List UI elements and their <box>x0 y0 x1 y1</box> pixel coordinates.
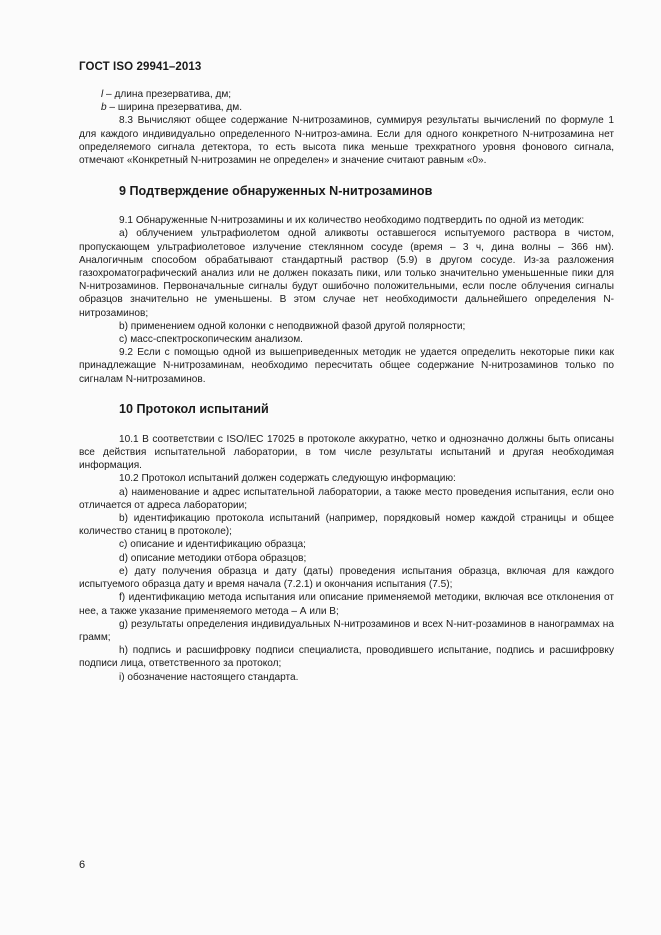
symbol-l: l <box>101 89 104 100</box>
paragraph-10-1: 10.1 В соответствии с ISO/IEC 17025 в протоколе аккуратно, четко и однозначно должны быть описаны все действия испытательной лаборатории, в том числе результаты испытаний и другая необходимая информация. <box>79 433 614 472</box>
item-9-c: c) масс-спектроскопическим анализом. <box>119 334 303 346</box>
list-item-f: f) идентификацию метода испытания или описание применяемой методики, включая все отклонения от нее, а также указание применяемого метода – А или В; <box>79 592 614 617</box>
page-content <box>79 88 614 684</box>
paragraph-9-2: 9.2 Если с помощью одной из вышеприведенных методик не удается определить некоторые пики как принадлежащие N-нитрозаминам, необходимо пересчитать общее содержание N-нитрозаминов только по сигналам N-нитрозаминов. <box>79 347 614 385</box>
section-10-heading: 10 Протокол испытаний <box>119 401 269 416</box>
symbol-b: b <box>101 102 107 114</box>
definition-b-text: – ширина презерватива, дм. <box>106 102 243 114</box>
item-9-a: a) облучением ультрафиолетом одной аликвоты оставшегося испытуемого раствора в чистом, пропускающем ультрафиолетовое излучение стеклянном сосуде (время – 3 ч, дина волны – 366 нм). Аналогичным способом обрабатывают стандартный раствор (5.9) в другом сосуде. Из-за разложения газохроматографический анализ или не должен показать пики, или только значительно уменьшенные пики для N-нитрозаминов. Первоначальные сигналы будут ошибочно положительными, если после облучения сигналы образцов значительно не уменьшены. В этом случае нет необходимости дальнейшего определения N-нитрозаминов; <box>79 228 614 319</box>
list-item-b: b) идентификацию протокола испытаний (например, порядковый номер каждой страницы и общее количество станиц в протоколе); <box>79 513 614 538</box>
paragraph-9-1: 9.1 Обнаруженные N-нитрозамины и их количество необходимо подтвердить по одной из методик: <box>119 215 585 227</box>
page-number: 6 <box>79 859 86 871</box>
list-item-h: h) подпись и расшифровку подписи специалиста, проводившего испытание, подпись и расшифровку подписи лица, ответственного за протокол; <box>79 645 614 670</box>
list-item-i: i) обозначение настоящего стандарта. <box>119 671 299 683</box>
definition-l-text: – длина презерватива, дм; <box>103 89 232 100</box>
list-item-e: e) дату получения образца и дату (даты) проведения испытания образца, включая для каждого испытуемого образца дату и время начала (7.2.1) и окончания испытания (7.5); <box>79 565 614 591</box>
section-9-heading: 9 Подтверждение обнаруженных N-нитрозаминов <box>119 184 433 199</box>
list-item-c: c) описание и идентификацию образца; <box>119 539 306 551</box>
list-item-g: g) результаты определения индивидуальных N-нитрозаминов и всех N-нит-розаминов в нанограммах на грамм; <box>79 618 614 643</box>
paragraph-8-3: 8.3 Вычисляют общее содержание N-нитрозаминов, суммируя результаты вычислений по формуле 1 для каждого индивидуально определенного N-нитроз-амина. Если для одного конкретного N-нитрозамина нет определяемого сигнала детектора, то есть высота пика меньше трехкратного уровня фонового сигнала, отмечают «Конкретный N-нитрозамин не определен» и значение считают равным «0». <box>79 115 614 167</box>
item-9-b: b) применением одной колонки с неподвижной фазой другой полярности; <box>119 320 466 332</box>
list-item-d: d) описание методики отбора образцов; <box>119 552 307 564</box>
definition-l <box>79 88 614 101</box>
list-item-a: a) наименование и адрес испытательной лаборатории, а также место проведения испытания, если оно отличается от адреса лаборатории; <box>79 486 614 511</box>
definition-b <box>79 101 614 114</box>
standard-header: ГОСТ ISO 29941–2013 <box>79 61 202 73</box>
paragraph-10-2: 10.2 Протокол испытаний должен содержать следующую информацию: <box>119 473 456 485</box>
